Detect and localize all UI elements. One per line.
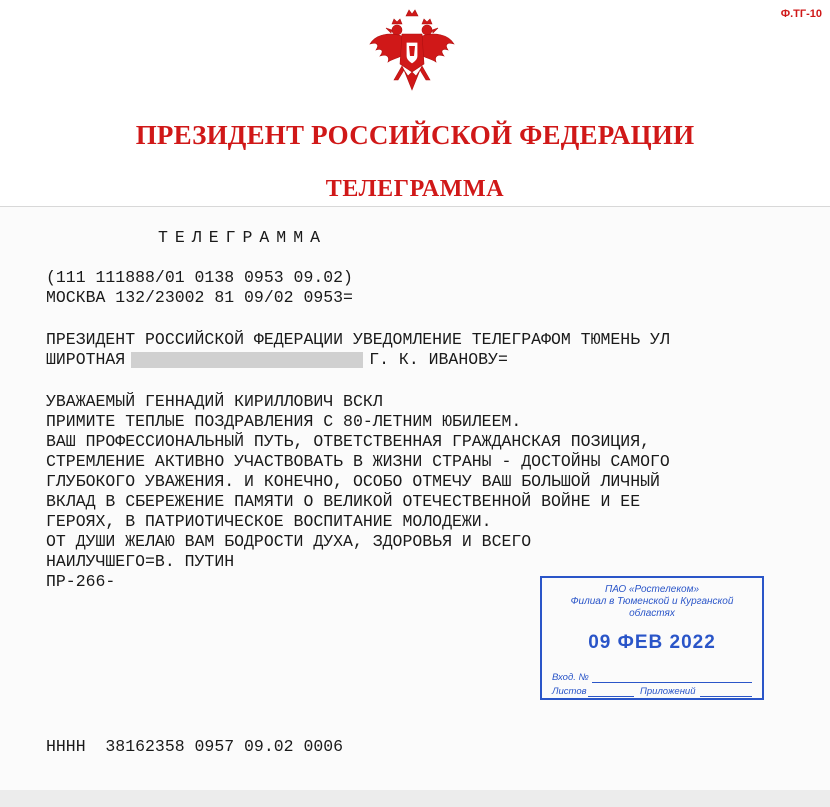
stamp-org-line: областях xyxy=(629,608,675,619)
stamp-org-line: Филиал в Тюменской и Курганской xyxy=(570,596,734,607)
stamp-attachments-line xyxy=(700,696,752,697)
body-line: ПРИМИТЕ ТЕПЛЫЕ ПОЗДРАВЛЕНИЯ С 80-ЛЕТНИМ ЮБИЛЕЕМ. xyxy=(46,412,522,431)
address-street: ШИРОТНАЯ xyxy=(46,350,126,369)
body-line: ОТ ДУШИ ЖЕЛАЮ ВАМ БОДРОСТИ ДУХА, ЗДОРОВЬЯ И ВСЕГО xyxy=(46,532,532,551)
recipient-name: Г. К. ИВАНОВУ= xyxy=(369,350,508,369)
document-type-title: ТЕЛЕГРАММА xyxy=(325,176,505,202)
stamp-sheets-line xyxy=(588,696,634,697)
stamp-incoming-label: Вход. № xyxy=(552,672,589,683)
body-line: ВКЛАД В СБЕРЕЖЕНИЕ ПАМЯТИ О ВЕЛИКОЙ ОТЕЧЕСТВЕННОЙ ВОЙНЕ И ЕЕ xyxy=(46,492,641,511)
issuer-title: ПРЕЗИДЕНТ РОССИЙСКОЙ ФЕДЕРАЦИИ xyxy=(135,120,695,150)
body-line: УВАЖАЕМЫЙ ГЕННАДИЙ КИРИЛЛОВИЧ ВСКЛ xyxy=(46,392,383,411)
stamp-organization xyxy=(542,584,762,620)
tape-torn-edge xyxy=(0,790,830,807)
service-line-1: (111 111888/01 0138 0953 09.02) xyxy=(46,268,353,287)
redacted-address xyxy=(131,352,363,368)
stamp-incoming-line xyxy=(592,682,752,683)
body-line: СТРЕМЛЕНИЕ АКТИВНО УЧАСТВОВАТЬ В ЖИЗНИ СТРАНЫ - ДОСТОЙНЫ САМОГО xyxy=(46,452,670,471)
reference-code: ПР-266- xyxy=(46,572,116,591)
coat-of-arms-emblem-icon xyxy=(362,6,462,106)
address-line-2 xyxy=(46,350,508,370)
footer-service-line: НННН 38162358 0957 09.02 0006 xyxy=(46,737,344,756)
signature-line: НАИЛУЧШЕГО=В. ПУТИН xyxy=(46,552,235,571)
form-code: Ф.ТГ-10 xyxy=(780,8,822,20)
stamp-sheets-label: Листов xyxy=(552,686,587,697)
stamp-date: 09 ФЕВ 2022 xyxy=(588,632,716,653)
stamp-org-line: ПАО «Ростелеком» xyxy=(604,584,700,595)
body-line: ГЛУБОКОГО УВАЖЕНИЯ. И КОНЕЧНО, ОСОБО ОТМЕЧУ ВАШ БОЛЬШОЙ ЛИЧНЫЙ xyxy=(46,472,660,491)
service-line-2: МОСКВА 132/23002 81 09/02 0953= xyxy=(46,288,353,307)
address-line-1: ПРЕЗИДЕНТ РОССИЙСКОЙ ФЕДЕРАЦИИ УВЕДОМЛЕНИЕ ТЕЛЕГРАФОМ ТЮМЕНЬ УЛ xyxy=(46,330,670,349)
body-line: ГЕРОЯХ, В ПАТРИОТИЧЕСКОЕ ВОСПИТАНИЕ МОЛОДЕЖИ. xyxy=(46,512,492,531)
body-line: ВАШ ПРОФЕССИОНАЛЬНЫЙ ПУТЬ, ОТВЕТСТВЕННАЯ ГРАЖДАНСКАЯ ПОЗИЦИЯ, xyxy=(46,432,650,451)
stamp-attachments-label: Приложений xyxy=(640,686,696,697)
tape-heading: ТЕЛЕГРАММА xyxy=(158,228,328,247)
receipt-stamp xyxy=(540,576,764,700)
